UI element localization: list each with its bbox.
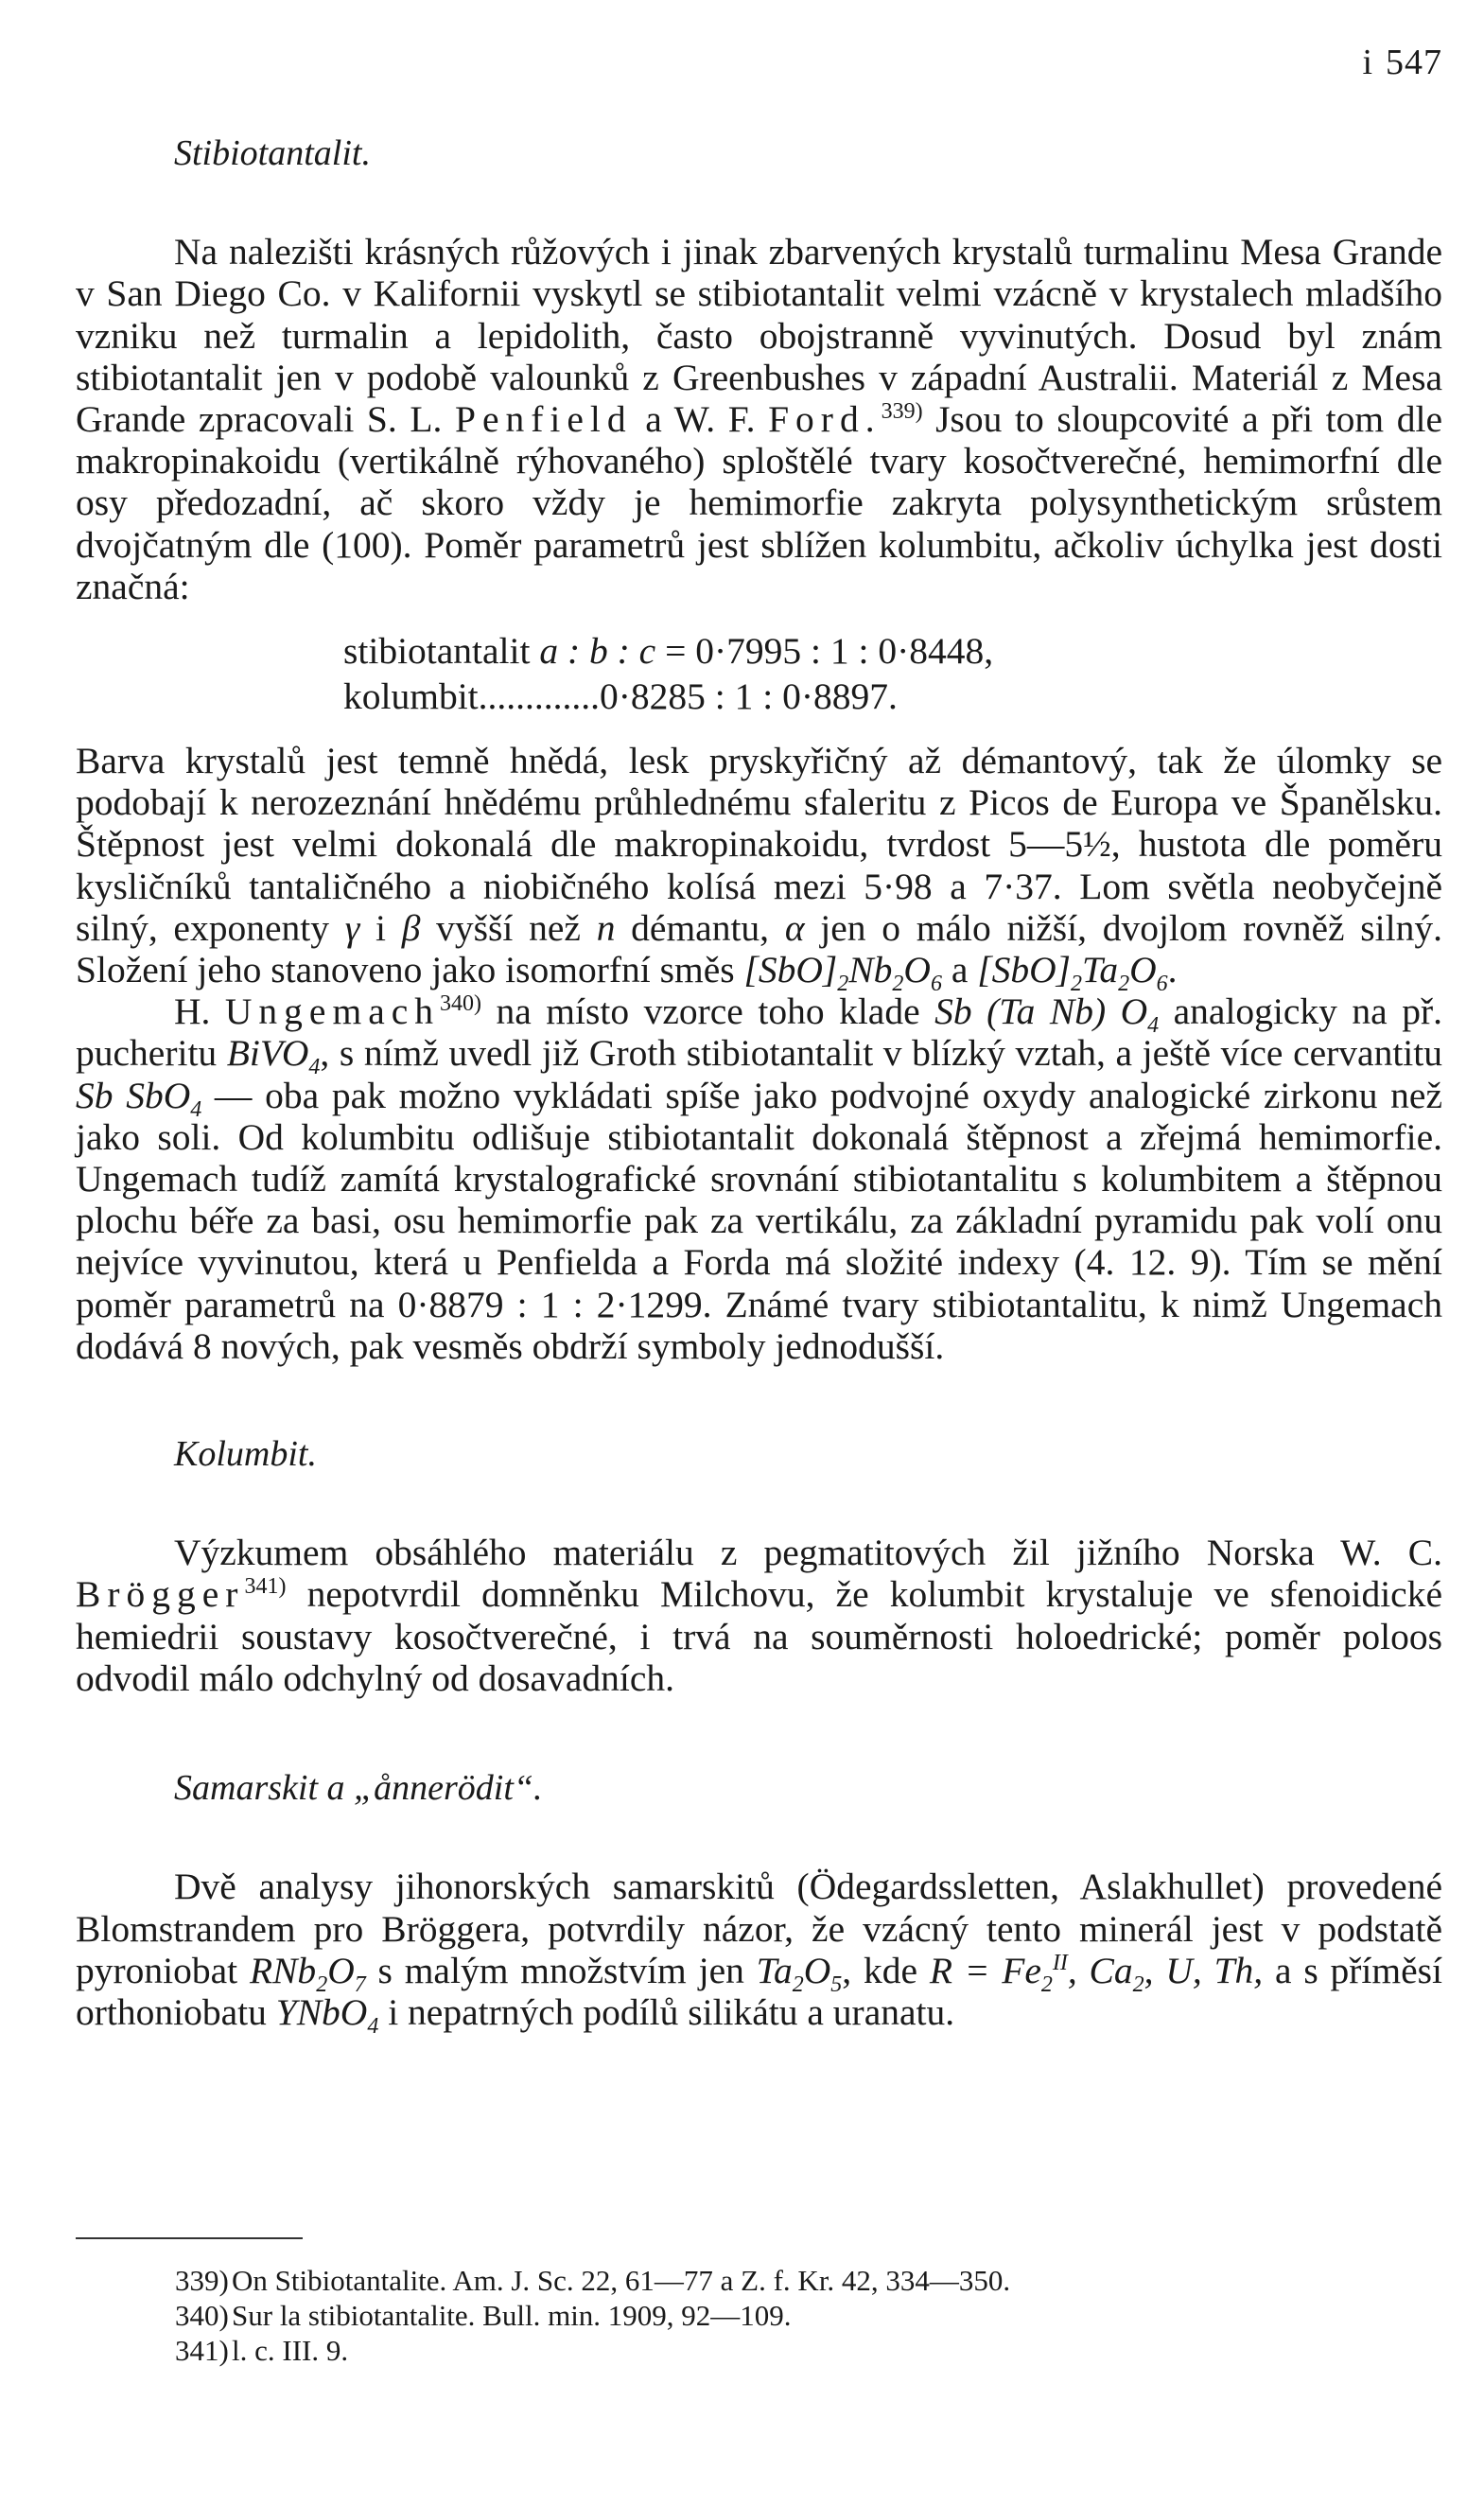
paragraph-kolumbit: Výzkumem obsáhlého materiálu z pegmatitových žil jižního Norska W. C. Brögger$^{341)}$ nepotvrdil domněnku Milchovu, že kolumbit krystaluje ve sfenoidické hemiedrii soustavy kosočtverečné, i trvá na souměrnosti holoedrické; poměr poloos odvodil málo odchylný od dosavadních. xyxy=(76,1532,1442,1699)
page-body xyxy=(76,132,1443,2039)
footnote-ref-341: 341) xyxy=(244,1574,287,1600)
footnote-ref-339: 339) xyxy=(881,398,923,424)
footnote-340: 340) Sur la stibiotantalite. Bull. min. 1909, 92—109. xyxy=(175,2299,792,2332)
heading-samarskit: Samarskit a „ånnerödit“. xyxy=(174,1768,543,1809)
page-number: 547 xyxy=(1386,43,1442,82)
heading-stibiotantalit: Stibiotantalit. xyxy=(174,133,371,173)
formula-sbo-ta: $[SbO]_2Ta_2O_6$ xyxy=(977,949,1168,996)
formula-row-stibiotantalit: stibiotantalit a : b : c = 0·7995 : 1 : 0·8448, xyxy=(343,630,994,673)
formula-sbo-nb: $[SbO]_2Nb_2O_6$ xyxy=(743,949,942,996)
footnote-separator xyxy=(76,2237,303,2239)
footnote-339: 339) On Stibiotantalite. Am. J. Sc. 22, 61—77 a Z. f. Kr. 42, 334—350. xyxy=(175,2264,1011,2297)
formula-row-kolumbit: kolumbit.............0·8285 : 1 : 0·8897. xyxy=(343,675,898,718)
parameter-formula xyxy=(343,628,1442,719)
paragraph-stibiotantalit-intro: Na nalezišti krásných růžových i jinak zbarvených krystalů turmalinu Mesa Grande v San Diego Co. v Kalifornii vyskytl se stibiotantalit velmi vzácně v krystalech mladšího vzniku než turmalin a lepidolith, často obojstranně vyvinutých. Dosud byl znám stibiotantalit jen v podobě valounků z Greenbushes v západní Australii. Materiál z Mesa Grande zpracovali S. L. Penfield a W. F. Ford.$^{339)}$ Jsou to sloupcovité a při tom dle makropinakoidu (vertikálně rýhovaného) sploštělé tvary kosočtverečné, hemimorfní dle osy předozadní, ač skoro vždy je hemimorfie zakryta polysynthetickým srůstem dvojčatným dle (100). Poměr parametrů jest sblížen kolumbitu, ačkoliv úchylka jest dosti značná: xyxy=(76,231,1442,607)
paragraph-stibiotantalit-ungemach: H. Ungemach$^{340)}$ na místo vzorce toho klade Sb (Ta Nb) $O_4$ analogicky na př. pucheritu BiVO$_4$, s nímž uvedl již Groth stibiotantalit v blízký vztah, a ještě více cervantitu Sb SbO$_4$ — oba pak možno vykládati spíše jako podvojné oxydy analogické zirkonu než jako soli. Od kolumbitu odlišuje stibiotantalit dokonalá štěpnost a zřejmá hemimorfie. Ungemach tudíž zamítá krystalografické srovnání stibiotantalitu s kolumbitem a štěpnou plochu béře za basi, osu hemimorfie pak za vertikálu, za základní pyramidu pak volí onu nejvíce vyvinutou, která u Penfielda a Forda má složité indexy (4. 12. 9). Tím se mění poměr parametrů na 0·8879 : 1 : 2·1299. Známé tvary stibiotantalitu, k nimž Ungemach dodává 8 nových, pak vesměs obdrží symboly jednodušší. xyxy=(76,990,1443,1367)
footnotes xyxy=(175,2263,1405,2368)
paragraph-stibiotantalit-properties: Barva krystalů jest temně hnědá, lesk pryskyřičný až démantový, tak že úlomky se podobají k nerozeznání hnědému průhlednému sfaleritu z Picos de Europa ve Španělsku. Štěpnost jest velmi dokonalá dle makropinakoidu, tvrdost 5—5½, hustota dle poměru kysličníků tantaličného a niobičného kolísá mezi 5·98 a 7·37. Lom světla neobyčejně silný, exponenty γ i β vyšší než n démantu, α jen o málo nižší, dvojlom rovněž silný. Složení jeho stanoveno jako isomorfní směs $[SbO]_2Nb_2O_6$ a $[SbO]_2Ta_2O_6$. xyxy=(76,740,1443,996)
footnote-341: 341) l. c. III. 9. xyxy=(175,2334,349,2367)
heading-kolumbit: Kolumbit. xyxy=(174,1434,317,1475)
paragraph-samarskit: Dvě analysy jihonorských samarskitů (Ödegardssletten, Aslakhullet) provedené Blomstrandem pro Bröggera, potvrdily názor, že vzácný tento minerál jest v podstatě pyroniobat $RNb_2O_7$ s malým množstvím jen $Ta_2O_5$, kde $R = Fe_2^{II}$, $Ca_2$, U, Th, a s příměsí orthoniobatu YNbO$_4$ i nepatrných podílů silikátu a uranatu. xyxy=(76,1866,1442,2039)
page-mark: i xyxy=(1362,43,1372,82)
footnote-ref-340: 340) xyxy=(440,991,482,1017)
